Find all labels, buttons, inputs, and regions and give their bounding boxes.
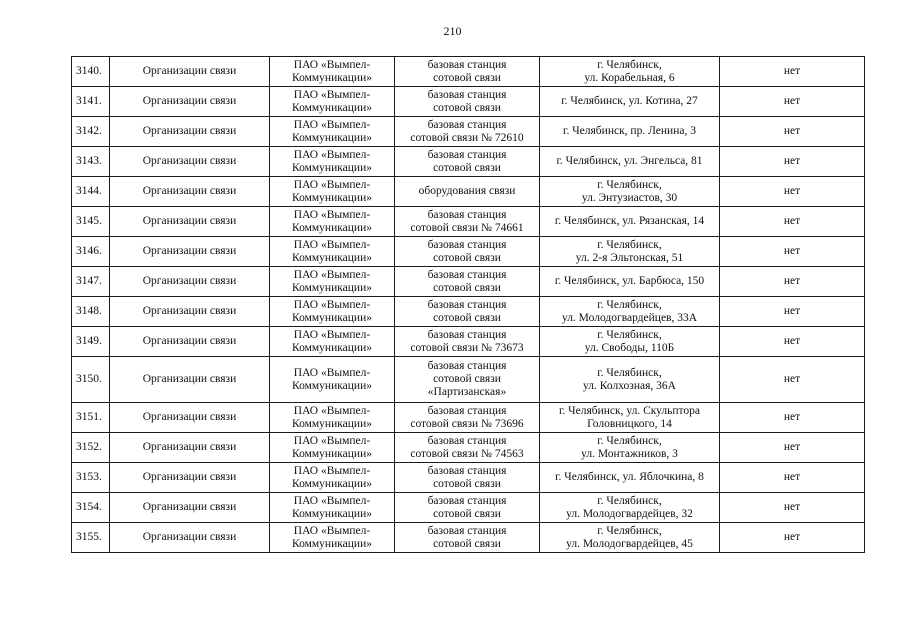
address-cell — [540, 433, 720, 463]
address-cell-line: г. Челябинск, — [597, 434, 662, 447]
organization-cell — [270, 433, 395, 463]
table-row — [72, 403, 865, 433]
table-row — [72, 493, 865, 523]
address-cell — [540, 463, 720, 493]
category-cell: Организации связи — [110, 147, 270, 177]
object-cell-line: сотовой связи — [433, 161, 501, 174]
flag-cell: нет — [720, 267, 865, 297]
flag-cell: нет — [720, 523, 865, 553]
organization-cell — [270, 493, 395, 523]
organization-cell-line: ПАО «Вымпел- — [293, 88, 371, 101]
organization-cell — [270, 117, 395, 147]
organization-cell-line: ПАО «Вымпел- — [293, 404, 371, 417]
organization-cell — [270, 147, 395, 177]
object-cell — [395, 463, 540, 493]
organization-cell — [270, 523, 395, 553]
organization-cell-line: ПАО «Вымпел- — [293, 494, 371, 507]
organization-cell — [270, 87, 395, 117]
object-cell-line: базовая станция — [427, 268, 507, 281]
address-cell-line: ул. Молодогвардейцев, 32 — [566, 507, 693, 520]
table-row — [72, 207, 865, 237]
flag-cell: нет — [720, 433, 865, 463]
category-cell: Организации связи — [110, 177, 270, 207]
address-cell-line: г. Челябинск, ул. Рязанская, 14 — [554, 215, 705, 227]
organization-cell-line: Коммуникации» — [292, 477, 372, 490]
address-cell — [540, 147, 720, 177]
row-number: 3149. — [72, 327, 110, 357]
address-cell — [540, 177, 720, 207]
organization-cell — [270, 297, 395, 327]
page-number: 210 — [443, 24, 462, 38]
category-cell: Организации связи — [110, 403, 270, 433]
organization-cell-line: ПАО «Вымпел- — [293, 434, 371, 447]
category-cell: Организации связи — [110, 117, 270, 147]
organization-cell-line: Коммуникации» — [292, 251, 372, 264]
object-cell-line: базовая станция — [427, 524, 507, 537]
address-cell — [540, 267, 720, 297]
row-number: 3141. — [72, 87, 110, 117]
category-cell: Организации связи — [110, 297, 270, 327]
address-cell — [540, 297, 720, 327]
object-cell-line: сотовой связи — [433, 71, 501, 84]
object-cell-line: сотовой связи № 73673 — [410, 341, 524, 354]
table-row — [72, 523, 865, 553]
row-number: 3142. — [72, 117, 110, 147]
address-cell-line: г. Челябинск, ул. Котина, 27 — [561, 95, 698, 107]
address-cell-line: ул. Молодогвардейцев, 33А — [561, 311, 698, 324]
object-cell-line: базовая станция — [427, 148, 507, 161]
organization-cell-line: Коммуникации» — [292, 341, 372, 354]
address-cell-line: г. Челябинск, ул. Скульптора — [558, 404, 701, 417]
address-cell — [540, 357, 720, 403]
address-cell-line: ул. Энтузиастов, 30 — [581, 191, 678, 204]
organization-cell-line: ПАО «Вымпел- — [293, 58, 371, 71]
object-cell-line: сотовой связи — [433, 537, 501, 550]
organization-cell — [270, 357, 395, 403]
object-cell — [395, 147, 540, 177]
flag-cell: нет — [720, 327, 865, 357]
address-cell-line: ул. Колхозная, 36А — [583, 379, 676, 392]
table-row — [72, 433, 865, 463]
address-cell — [540, 327, 720, 357]
row-number: 3154. — [72, 493, 110, 523]
object-cell — [395, 57, 540, 87]
object-cell-line: сотовой связи — [433, 281, 501, 294]
category-cell: Организации связи — [110, 237, 270, 267]
object-cell-line: базовая станция — [427, 208, 507, 221]
row-number: 3145. — [72, 207, 110, 237]
flag-cell: нет — [720, 403, 865, 433]
row-number: 3146. — [72, 237, 110, 267]
organization-cell — [270, 327, 395, 357]
object-cell — [395, 403, 540, 433]
flag-cell: нет — [720, 57, 865, 87]
flag-cell: нет — [720, 237, 865, 267]
flag-cell: нет — [720, 147, 865, 177]
organization-cell-line: Коммуникации» — [292, 131, 372, 144]
object-cell-line: базовая станция — [427, 464, 507, 477]
organization-cell-line: Коммуникации» — [292, 417, 372, 430]
organization-cell-line: Коммуникации» — [292, 221, 372, 234]
table-row — [72, 267, 865, 297]
object-cell-line: базовая станция — [427, 434, 507, 447]
flag-cell: нет — [720, 493, 865, 523]
category-cell: Организации связи — [110, 267, 270, 297]
table-row — [72, 297, 865, 327]
object-cell — [395, 207, 540, 237]
category-cell: Организации связи — [110, 493, 270, 523]
table-row — [72, 147, 865, 177]
address-cell — [540, 207, 720, 237]
flag-cell: нет — [720, 463, 865, 493]
object-cell — [395, 523, 540, 553]
address-cell-line: г. Челябинск, — [597, 298, 662, 311]
object-cell — [395, 237, 540, 267]
organization-cell-line: ПАО «Вымпел- — [293, 238, 371, 251]
category-cell: Организации связи — [110, 327, 270, 357]
row-number: 3155. — [72, 523, 110, 553]
organization-cell-line: Коммуникации» — [292, 311, 372, 324]
address-cell-line: г. Челябинск, — [597, 58, 662, 71]
address-cell-line: г. Челябинск, ул. Яблочкина, 8 — [555, 471, 704, 483]
organization-cell — [270, 177, 395, 207]
object-cell-line: сотовой связи — [433, 477, 501, 490]
flag-cell: нет — [720, 357, 865, 403]
object-cell-line: сотовой связи — [433, 373, 501, 385]
organization-cell-line: Коммуникации» — [292, 379, 372, 392]
organization-cell — [270, 57, 395, 87]
address-cell-line: ул. 2-я Эльтонская, 51 — [575, 251, 684, 264]
object-cell-line: базовая станция — [427, 404, 507, 417]
table-row — [72, 327, 865, 357]
organization-cell-line: Коммуникации» — [292, 191, 372, 204]
address-cell — [540, 523, 720, 553]
object-cell-line: сотовой связи № 74563 — [410, 447, 524, 460]
table-row — [72, 357, 865, 403]
object-cell — [395, 357, 540, 403]
organization-cell-line: Коммуникации» — [292, 537, 372, 550]
object-cell — [395, 493, 540, 523]
row-number: 3140. — [72, 57, 110, 87]
row-number: 3148. — [72, 297, 110, 327]
object-cell-line: базовая станция — [427, 360, 507, 372]
organization-cell-line: ПАО «Вымпел- — [293, 464, 371, 477]
address-cell-line: г. Челябинск, — [597, 178, 662, 191]
organization-cell — [270, 267, 395, 297]
row-number: 3150. — [72, 357, 110, 403]
object-cell-line: базовая станция — [427, 88, 507, 101]
address-cell-line: г. Челябинск, пр. Ленина, 3 — [563, 125, 696, 137]
organization-cell-line: ПАО «Вымпел- — [293, 208, 371, 221]
object-cell-line: сотовой связи № 72610 — [410, 131, 524, 144]
object-cell — [395, 297, 540, 327]
category-cell: Организации связи — [110, 57, 270, 87]
table-row — [72, 177, 865, 207]
address-cell-line: г. Челябинск, ул. Барбюса, 150 — [554, 275, 705, 287]
organization-cell-line: Коммуникации» — [292, 71, 372, 84]
address-cell — [540, 57, 720, 87]
table-row — [72, 463, 865, 493]
category-cell: Организации связи — [110, 357, 270, 403]
row-number: 3152. — [72, 433, 110, 463]
object-cell-line: сотовой связи № 74661 — [410, 221, 524, 234]
address-cell-line: г. Челябинск, — [597, 366, 662, 379]
object-cell — [395, 433, 540, 463]
organization-cell-line: Коммуникации» — [292, 507, 372, 520]
row-number: 3151. — [72, 403, 110, 433]
row-number: 3147. — [72, 267, 110, 297]
organization-cell-line: ПАО «Вымпел- — [293, 366, 371, 379]
object-cell — [395, 267, 540, 297]
address-cell-line: г. Челябинск, — [597, 494, 662, 507]
table-row — [72, 87, 865, 117]
flag-cell: нет — [720, 87, 865, 117]
organization-cell-line: ПАО «Вымпел- — [293, 524, 371, 537]
address-cell — [540, 87, 720, 117]
address-cell-line: ул. Монтажников, 3 — [581, 447, 678, 460]
organization-cell-line: Коммуникации» — [292, 447, 372, 460]
object-cell — [395, 327, 540, 357]
organization-cell — [270, 463, 395, 493]
category-cell: Организации связи — [110, 523, 270, 553]
organization-cell — [270, 237, 395, 267]
row-number: 3144. — [72, 177, 110, 207]
address-cell-line: ул. Молодогвардейцев, 45 — [566, 537, 693, 550]
flag-cell: нет — [720, 207, 865, 237]
organization-cell-line: ПАО «Вымпел- — [293, 298, 371, 311]
object-cell-line: оборудования связи — [418, 185, 516, 197]
flag-cell: нет — [720, 177, 865, 207]
organization-cell-line: ПАО «Вымпел- — [293, 268, 371, 281]
registry-table-body — [72, 57, 865, 553]
flag-cell: нет — [720, 297, 865, 327]
object-cell-line: сотовой связи — [433, 507, 501, 520]
organization-cell-line: Коммуникации» — [292, 101, 372, 114]
object-cell-line: базовая станция — [427, 328, 507, 341]
object-cell-line: сотовой связи № 73696 — [410, 417, 524, 430]
category-cell: Организации связи — [110, 463, 270, 493]
organization-cell — [270, 403, 395, 433]
object-cell-line: «Партизанская» — [427, 386, 507, 398]
row-number: 3153. — [72, 463, 110, 493]
address-cell-line: г. Челябинск, — [597, 238, 662, 251]
object-cell-line: базовая станция — [427, 494, 507, 507]
address-cell — [540, 117, 720, 147]
flag-cell: нет — [720, 117, 865, 147]
address-cell-line: г. Челябинск, ул. Энгельса, 81 — [556, 155, 703, 167]
organization-cell-line: Коммуникации» — [292, 161, 372, 174]
organization-cell-line: ПАО «Вымпел- — [293, 148, 371, 161]
table-row — [72, 117, 865, 147]
object-cell-line: сотовой связи — [433, 101, 501, 114]
address-cell-line: Головницкого, 14 — [587, 417, 672, 430]
category-cell: Организации связи — [110, 207, 270, 237]
address-cell — [540, 403, 720, 433]
organization-cell-line: ПАО «Вымпел- — [293, 178, 371, 191]
organization-cell-line: ПАО «Вымпел- — [293, 328, 371, 341]
object-cell-line: базовая станция — [427, 238, 507, 251]
address-cell — [540, 237, 720, 267]
address-cell-line: г. Челябинск, — [597, 328, 662, 341]
table-row — [72, 57, 865, 87]
table-row — [72, 237, 865, 267]
category-cell: Организации связи — [110, 433, 270, 463]
object-cell-line: сотовой связи — [433, 311, 501, 324]
organization-cell-line: ПАО «Вымпел- — [293, 118, 371, 131]
object-cell — [395, 117, 540, 147]
registry-table — [71, 56, 865, 553]
object-cell — [395, 177, 540, 207]
category-cell: Организации связи — [110, 87, 270, 117]
organization-cell — [270, 207, 395, 237]
organization-cell-line: Коммуникации» — [292, 281, 372, 294]
object-cell-line: сотовой связи — [433, 251, 501, 264]
address-cell-line: ул. Свободы, 110Б — [584, 341, 675, 354]
object-cell-line: базовая станция — [427, 118, 507, 131]
row-number: 3143. — [72, 147, 110, 177]
address-cell-line: г. Челябинск, — [597, 524, 662, 537]
address-cell — [540, 493, 720, 523]
object-cell — [395, 87, 540, 117]
object-cell-line: базовая станция — [427, 58, 507, 71]
object-cell-line: базовая станция — [427, 298, 507, 311]
address-cell-line: ул. Корабельная, 6 — [584, 71, 675, 84]
